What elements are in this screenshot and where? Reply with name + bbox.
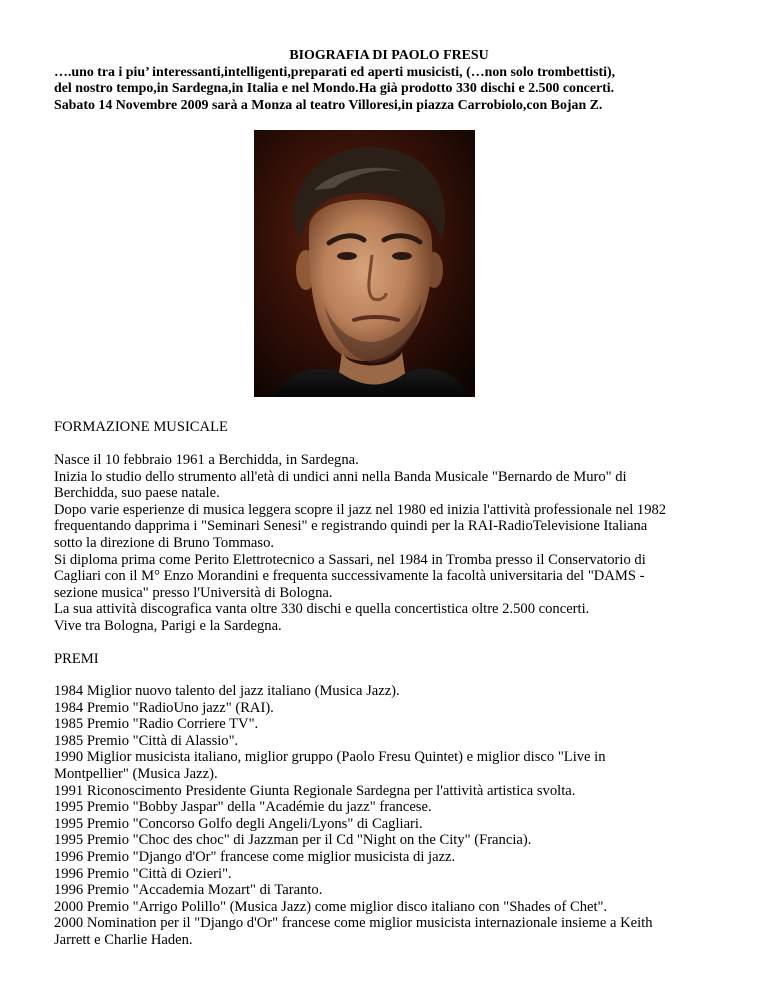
premi-line: 1995 Premio "Choc des choc" di Jazzman per il Cd "Night on the City" (Francia).: [54, 832, 532, 849]
premi-line: 1996 Premio "Django d'Or" francese come miglior musicista di jazz.: [54, 849, 456, 866]
premi-line: 2000 Nomination per il "Django d'Or" francese come miglior musicista internazionale insieme a Keith: [54, 915, 653, 932]
formazione-section: [54, 452, 724, 635]
premi-line: Jarrett e Charlie Haden.: [54, 932, 193, 948]
premi-line: 1991 Riconoscimento Presidente Giunta Regionale Sardegna per l'attività artistica svolta.: [54, 782, 576, 799]
document-title: BIOGRAFIA DI PAOLO FRESU: [289, 48, 489, 63]
formazione-line: Si diploma prima come Perito Elettrotecnico a Sassari, nel 1984 in Tromba presso il Conservatorio di: [54, 551, 646, 568]
premi-line: 1984 Premio "RadioUno jazz" (RAI).: [54, 699, 274, 716]
formazione-line: Vive tra Bologna, Parigi e la Sardegna.: [54, 617, 282, 634]
formazione-line: Dopo varie esperienze di musica leggera scopre il jazz nel 1980 ed inizia l'attività professionale nel 1982: [54, 501, 667, 518]
section-spacer: [54, 667, 724, 683]
premi-line: Montpellier" (Musica Jazz).: [54, 766, 218, 783]
premi-line: 1985 Premio "Radio Corriere TV".: [54, 716, 259, 733]
section-title-premi: PREMI: [54, 650, 99, 667]
formazione-line: Nasce il 10 febbraio 1961 a Berchidda, in Sardegna.: [54, 451, 359, 468]
premi-line: 1996 Premio "Accademia Mozart" di Taranto.: [54, 882, 323, 899]
premi-line: 2000 Premio "Arrigo Polillo" (Musica Jazz) come miglior disco italiano con "Shades of Chet".: [54, 898, 608, 915]
premi-section: [54, 683, 724, 949]
header-line-3: Sabato 14 Novembre 2009 sarà a Monza al teatro Villoresi,in piazza Carrobiolo,con Bojan Z.: [54, 97, 603, 113]
header-line-2: del nostro tempo,in Sardegna,in Italia e nel Mondo.Ha già prodotto 330 dischi e 2.500 concerti.: [54, 81, 615, 97]
premi-line: 1985 Premio "Città di Alassio".: [54, 732, 239, 749]
premi-line: 1996 Premio "Città di Ozieri".: [54, 865, 232, 882]
formazione-line: La sua attività discografica vanta oltre 330 dischi e quella concertistica oltre 2.500 concerti.: [54, 601, 590, 618]
premi-line: 1995 Premio "Bobby Jaspar" della "Académie du jazz" francese.: [54, 799, 432, 816]
header-line-1: ….uno tra i piu’ interessanti,intelligenti,preparati ed aperti musicisti, (…non solo trombettisti),: [54, 64, 616, 80]
portrait-photo: [254, 130, 475, 397]
document-page: [54, 48, 724, 949]
section-title-formazione: FORMAZIONE MUSICALE: [54, 419, 228, 436]
formazione-line: sotto la direzione di Bruno Tommaso.: [54, 534, 275, 551]
document-header: [54, 48, 724, 114]
premi-line: 1984 Miglior nuovo talento del jazz italiano (Musica Jazz).: [54, 683, 400, 700]
premi-line: 1990 Miglior musicista italiano, miglior gruppo (Paolo Fresu Quintet) e miglior disco "Live in: [54, 749, 606, 766]
formazione-line: sezione musica" presso l'Università di Bologna.: [54, 584, 333, 601]
portrait-image: [254, 130, 475, 397]
formazione-line: frequentando dapprima i "Seminari Senesi" e registrando quindi per la RAI-RadioTelevisione Italiana: [54, 518, 648, 535]
formazione-line: Inizia lo studio dello strumento all'età di undici anni nella Banda Musicale "Bernardo de Muro" di: [54, 468, 627, 485]
formazione-line: Cagliari con il M° Enzo Morandini e frequenta successivamente la facoltà universitaria del "DAMS -: [54, 568, 645, 585]
premi-line: 1995 Premio "Concorso Golfo degli Angeli/Lyons" di Cagliari.: [54, 815, 423, 832]
formazione-line: Berchidda, suo paese natale.: [54, 485, 220, 502]
section-spacer: [54, 635, 724, 651]
